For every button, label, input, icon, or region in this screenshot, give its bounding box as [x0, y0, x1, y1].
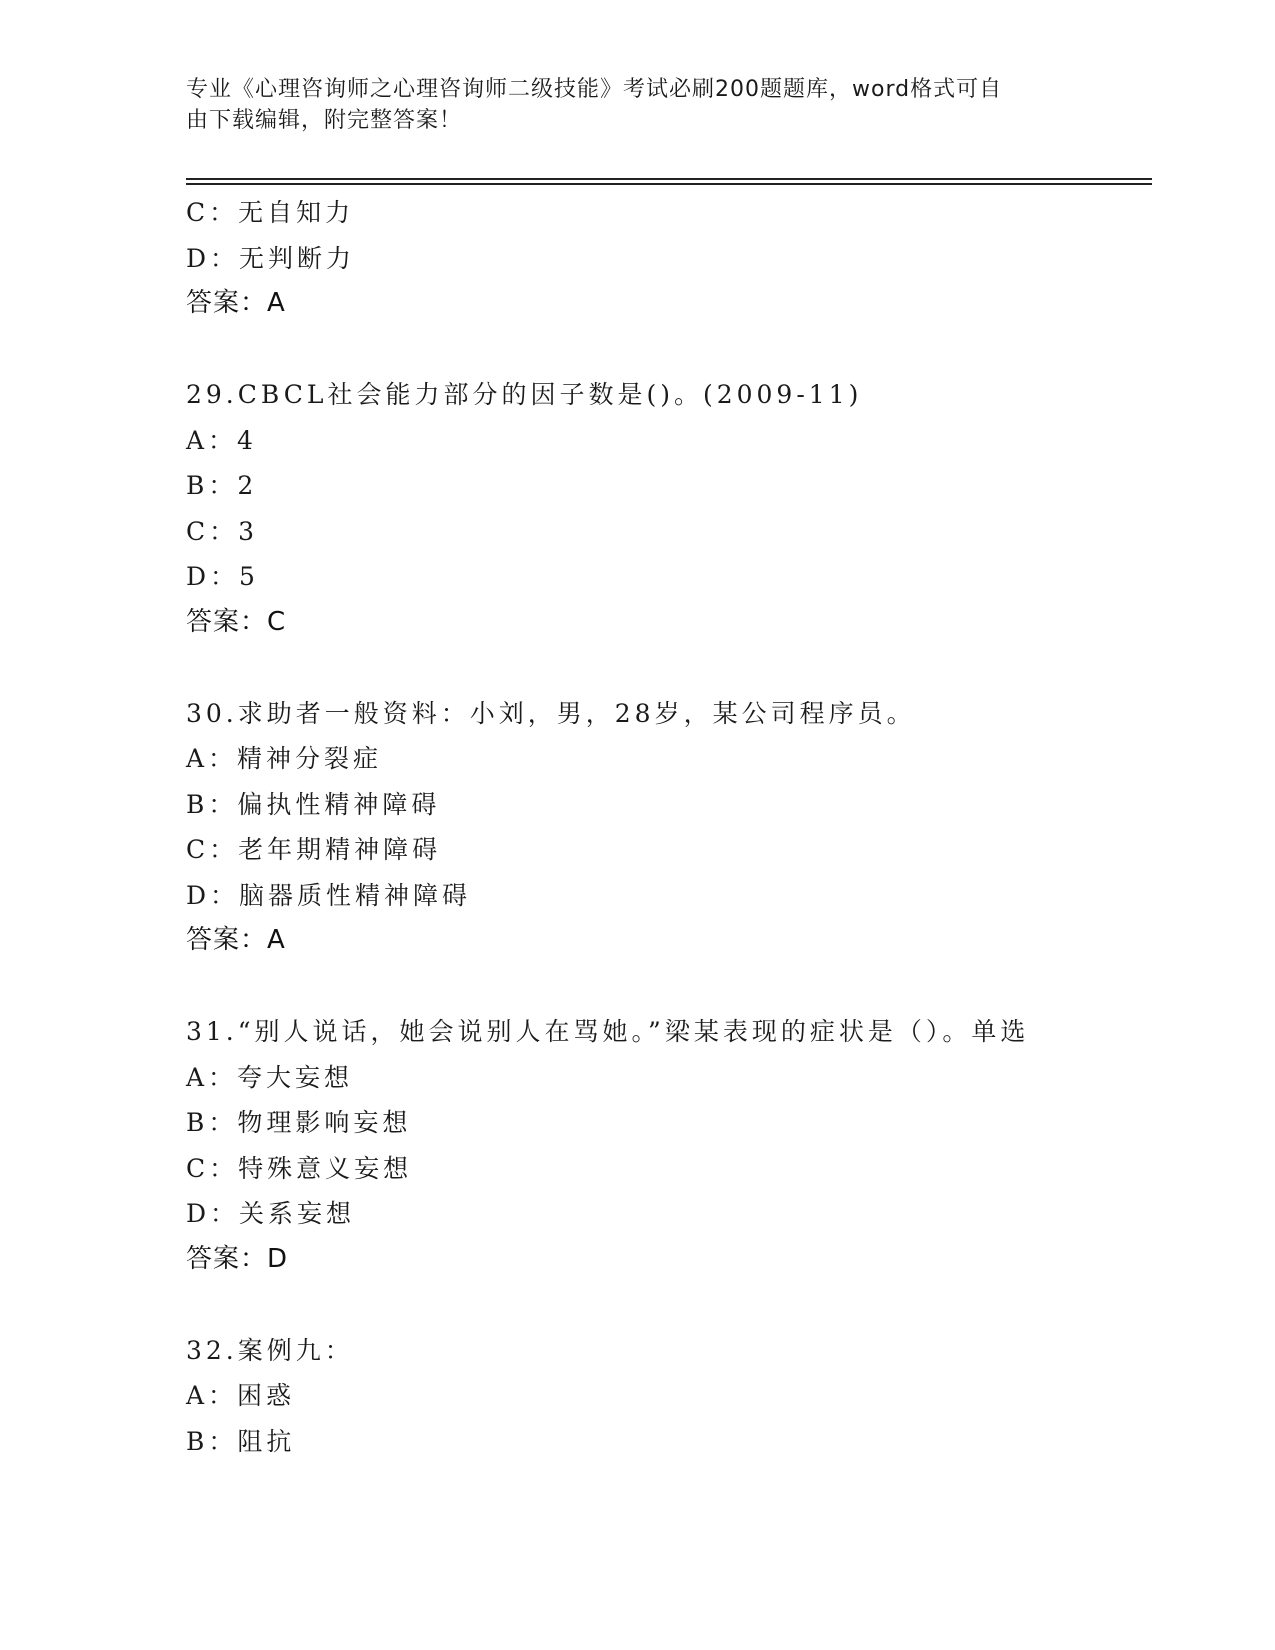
header-line-1: 专业《心理咨询师之心理咨询师二级技能》考试必刷200题题库，word格式可自 [186, 77, 1003, 102]
header-divider-bottom [186, 183, 1152, 185]
option-c: C：无自知力 [186, 198, 355, 227]
option-d: D：无判断力 [186, 243, 356, 273]
option-a: A：4 [186, 425, 257, 455]
spacer [186, 1282, 1186, 1328]
option-b: B：偏执性精神障碍 [186, 789, 441, 819]
answer-text: 答案：A [186, 925, 286, 955]
option-c: C：老年期精神障碍 [186, 835, 442, 864]
option-c: C：特殊意义妄想 [186, 1153, 413, 1183]
header-divider-top [186, 178, 1152, 180]
option-a: A：精神分裂症 [186, 744, 383, 773]
question-block-31 [186, 1009, 1186, 1282]
option-b: B：阻抗 [186, 1426, 296, 1456]
question-block-29 [186, 372, 1186, 645]
header-line-2: 由下载编辑，附完整答案！ [186, 108, 463, 133]
question-list [186, 190, 1186, 1464]
question-title: 30.求助者一般资料：小刘，男，28岁，某公司程序员。 [186, 698, 916, 728]
question-block-30 [186, 691, 1186, 964]
spacer [186, 645, 1186, 691]
option-d: D：脑器质性精神障碍 [186, 880, 472, 910]
question-title: 32.案例九： [186, 1335, 354, 1365]
question-title: 29.CBCL社会能力部分的因子数是()。(2009-11) [186, 380, 863, 409]
question-block-32 [186, 1328, 1186, 1465]
option-d: D：5 [186, 562, 259, 591]
answer-text: 答案：A [186, 288, 286, 318]
option-a: A：困惑 [186, 1381, 296, 1410]
option-b: B：物理影响妄想 [186, 1108, 412, 1137]
question-block-prev [186, 190, 1186, 327]
answer-text: 答案：D [186, 1243, 289, 1274]
option-c: C：3 [186, 516, 259, 546]
option-d: D：关系妄想 [186, 1199, 356, 1228]
option-b: B：2 [186, 471, 258, 500]
question-title: 31.“别人说话，她会说别人在骂她。”梁某表现的症状是（）。单选 [186, 1017, 1030, 1046]
document-header [186, 74, 1086, 136]
option-a: A：夸大妄想 [186, 1062, 354, 1092]
answer-text: 答案：C [186, 606, 287, 637]
spacer [186, 327, 1186, 373]
spacer [186, 964, 1186, 1010]
